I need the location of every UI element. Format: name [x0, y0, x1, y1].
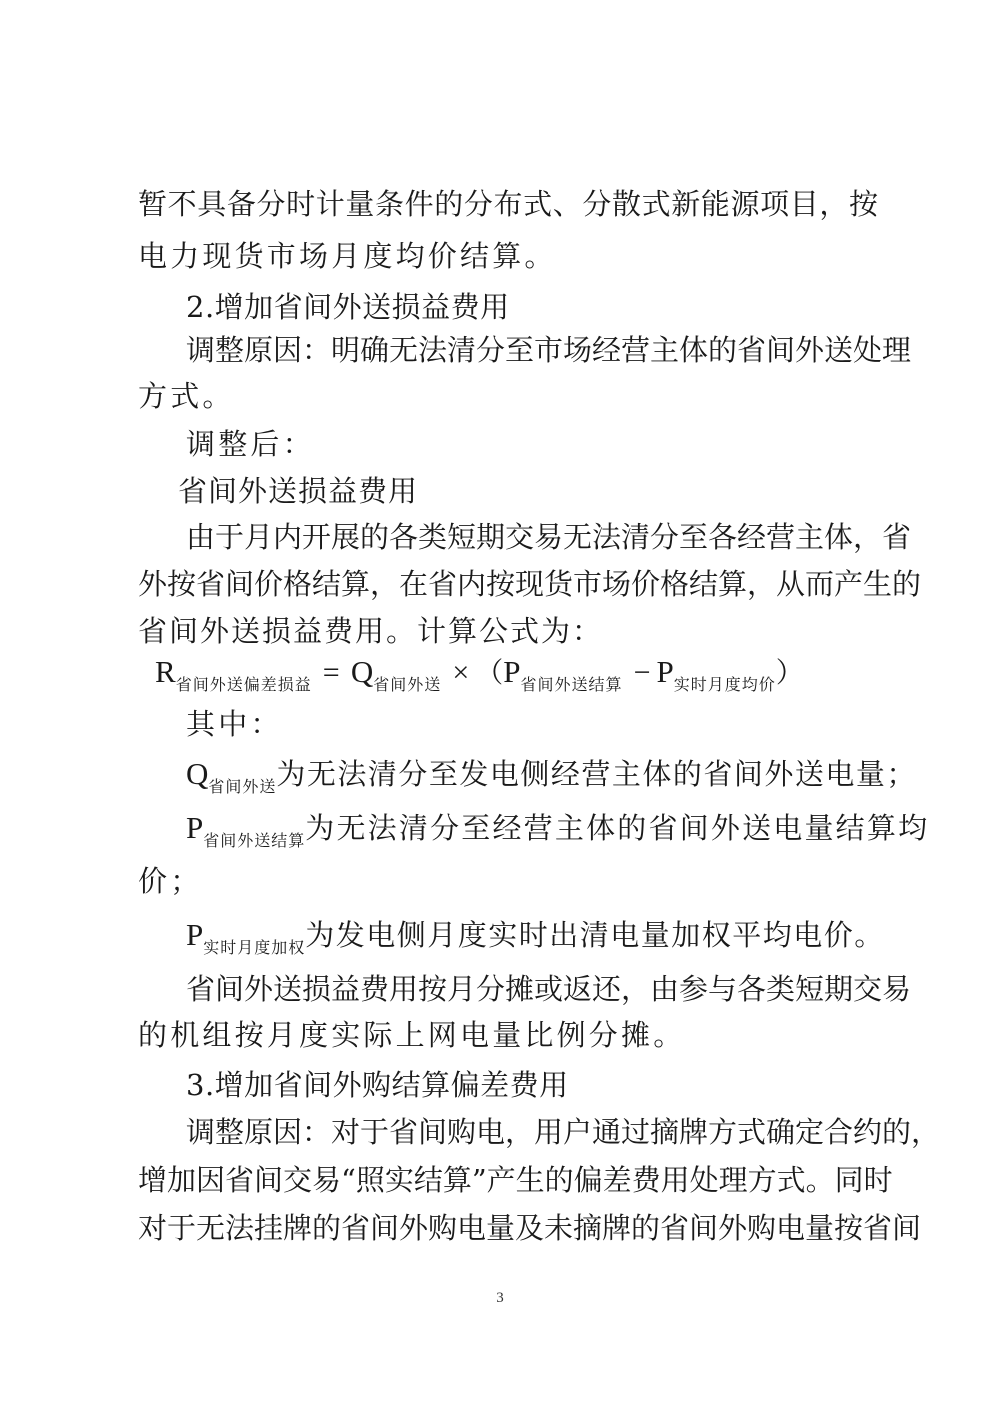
formula-times: × [452, 656, 470, 689]
paragraph-line: 由于月内开展的各类短期交易无法清分至各经营主体，省 [186, 520, 912, 554]
paragraph-line: 对于无法挂牌的省间外购电量及未摘牌的省间外购电量按省间 [138, 1211, 922, 1245]
var-p2-subscript: 实时月度加权 [203, 938, 306, 957]
paragraph-line: 外按省间价格结算，在省内按现货市场价格结算，从而产生的 [138, 567, 922, 601]
page-number: 3 [496, 1290, 504, 1306]
formula-right-paren: ） [775, 658, 804, 689]
formula-p1: P [503, 654, 521, 689]
paragraph-line: 增加因省间交易“照实结算”产生的偏差费用处理方式。同时 [138, 1163, 893, 1197]
var-q-subscript: 省间外送 [208, 777, 277, 796]
var-q-description: 为无法清分至发电侧经营主体的省间外送电量； [276, 757, 917, 791]
paragraph-line: 电力现货市场月度均价结算。 [138, 239, 557, 273]
variable-definition [186, 752, 926, 801]
formula-left-paren: （ [475, 658, 504, 689]
paragraph-line: 价； [138, 864, 203, 898]
variable-definition [186, 806, 930, 855]
var-p1: P [186, 810, 204, 845]
paragraph-line: 方式。 [138, 379, 235, 413]
sub-heading: 省间外送损益费用 [178, 474, 419, 508]
formula-p2: P [656, 654, 674, 689]
formula-q: Q [350, 654, 374, 689]
paragraph-line: 调整后： [186, 427, 315, 461]
var-p1-description: 为无法清分至经营主体的省间外送电量结算均 [305, 811, 930, 845]
paragraph-line: 暂不具备分时计量条件的分布式、分散式新能源项目，按 [138, 187, 878, 221]
paragraph-line: 省间外送损益费用按月分摊或返还，由参与各类短期交易 [186, 972, 912, 1006]
formula-p1-subscript: 省间外送结算 [520, 675, 623, 694]
var-p1-subscript: 省间外送结算 [203, 831, 306, 850]
paragraph-line: 调整原因：对于省间购电，用户通过摘牌方式确定合约的， [186, 1115, 941, 1149]
formula-r-subscript: 省间外送偏差损益 [175, 675, 312, 694]
formula-minus: − [633, 656, 651, 689]
variable-definition [186, 913, 926, 962]
section-heading: 2.增加省间外送损益费用 [186, 290, 510, 324]
var-p2-description: 为发电侧月度实时出清电量加权平均电价。 [305, 918, 885, 952]
paragraph-line: 其中： [186, 707, 283, 741]
paragraph-line: 的机组按月度实际上网电量比例分摊。 [138, 1018, 686, 1052]
formula-p2-subscript: 实时月度均价 [673, 675, 776, 694]
var-p2: P [186, 917, 204, 952]
formula-q-subscript: 省间外送 [373, 675, 442, 694]
var-q: Q [186, 756, 209, 791]
paragraph-line: 省间外送损益费用。计算公式为： [138, 614, 604, 648]
formula-r: R [155, 654, 176, 689]
formula [155, 650, 855, 699]
paragraph-line: 调整原因：明确无法清分至市场经营主体的省间外送处理 [186, 333, 912, 367]
formula-equals: = [322, 656, 340, 689]
section-heading: 3.增加省间外购结算偏差费用 [186, 1068, 569, 1102]
